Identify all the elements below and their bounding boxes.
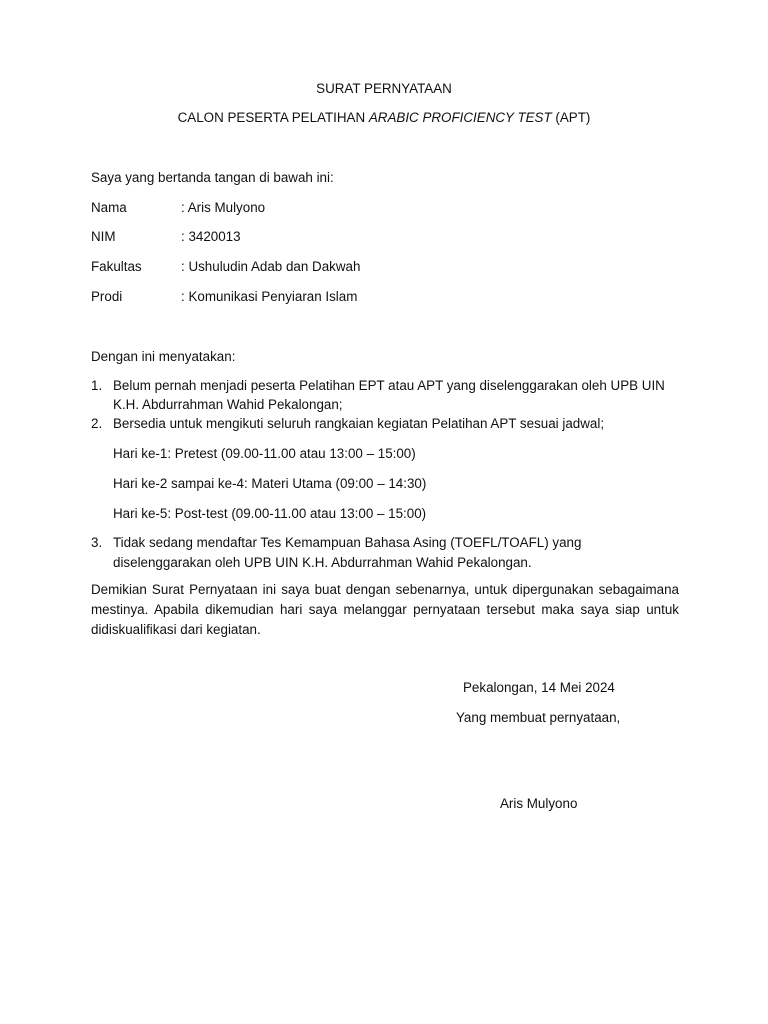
schedule-line: Hari ke-5: Post-test (09.00-11.00 atau 13:00 – 15:00): [113, 506, 427, 521]
signature-place-date: Pekalongan, 14 Mei 2024: [463, 680, 615, 695]
list-item-line: Belum pernah menjadi peserta Pelatihan EPT atau APT yang diselenggarakan oleh UPB UIN: [113, 378, 665, 393]
list-item-line: Bersedia untuk mengikuti seluruh rangkaian kegiatan Pelatihan APT sesuai jadwal;: [113, 416, 605, 431]
field-label-fakultas: Fakultas: [91, 259, 142, 274]
statement-intro: Dengan ini menyatakan:: [91, 349, 236, 364]
list-item-line: K.H. Abdurrahman Wahid Pekalongan;: [113, 397, 343, 412]
intro-text: Saya yang bertanda tangan di bawah ini:: [91, 170, 334, 185]
subtitle-prefix: CALON PESERTA PELATIHAN: [177, 110, 369, 125]
field-label-nama: Nama: [91, 200, 127, 215]
list-item-number: 2.: [91, 416, 103, 431]
field-value-nama: : Aris Mulyono: [181, 200, 266, 215]
field-value-fakultas: : Ushuludin Adab dan Dakwah: [181, 259, 361, 274]
schedule-line: Hari ke-2 sampai ke-4: Materi Utama (09:00 – 14:30): [113, 476, 427, 491]
list-item-number: 3.: [91, 535, 103, 550]
list-item-number: 1.: [91, 378, 103, 393]
field-value-prodi: : Komunikasi Penyiaran Islam: [181, 289, 358, 304]
document-subtitle: [0, 110, 768, 126]
list-item-line: diselenggarakan oleh UPB UIN K.H. Abdurrahman Wahid Pekalongan.: [113, 555, 532, 570]
signature-role: Yang membuat pernyataan,: [456, 710, 621, 725]
subtitle-italic: ARABIC PROFICIENCY TEST: [368, 110, 552, 125]
schedule-line: Hari ke-1: Pretest (09.00-11.00 atau 13:00 – 15:00): [113, 446, 416, 461]
closing-paragraph: Demikian Surat Pernyataan ini saya buat dengan sebenarnya, untuk dipergunakan sebagaimana mestinya. Apabila dikemudian hari saya melanggar pernyataan tersebut maka saya siap untuk didiskualifikasi dari kegiatan.: [91, 582, 679, 637]
field-value-nim: : 3420013: [181, 229, 241, 244]
signature-name: Aris Mulyono: [500, 796, 578, 811]
document-title: SURAT PERNYATAAN: [316, 81, 452, 96]
field-label-nim: NIM: [91, 229, 116, 244]
list-item-line: Tidak sedang mendaftar Tes Kemampuan Bahasa Asing (TOEFL/TOAFL) yang: [113, 535, 582, 550]
subtitle-suffix: (APT): [551, 110, 591, 125]
field-label-prodi: Prodi: [91, 289, 123, 304]
